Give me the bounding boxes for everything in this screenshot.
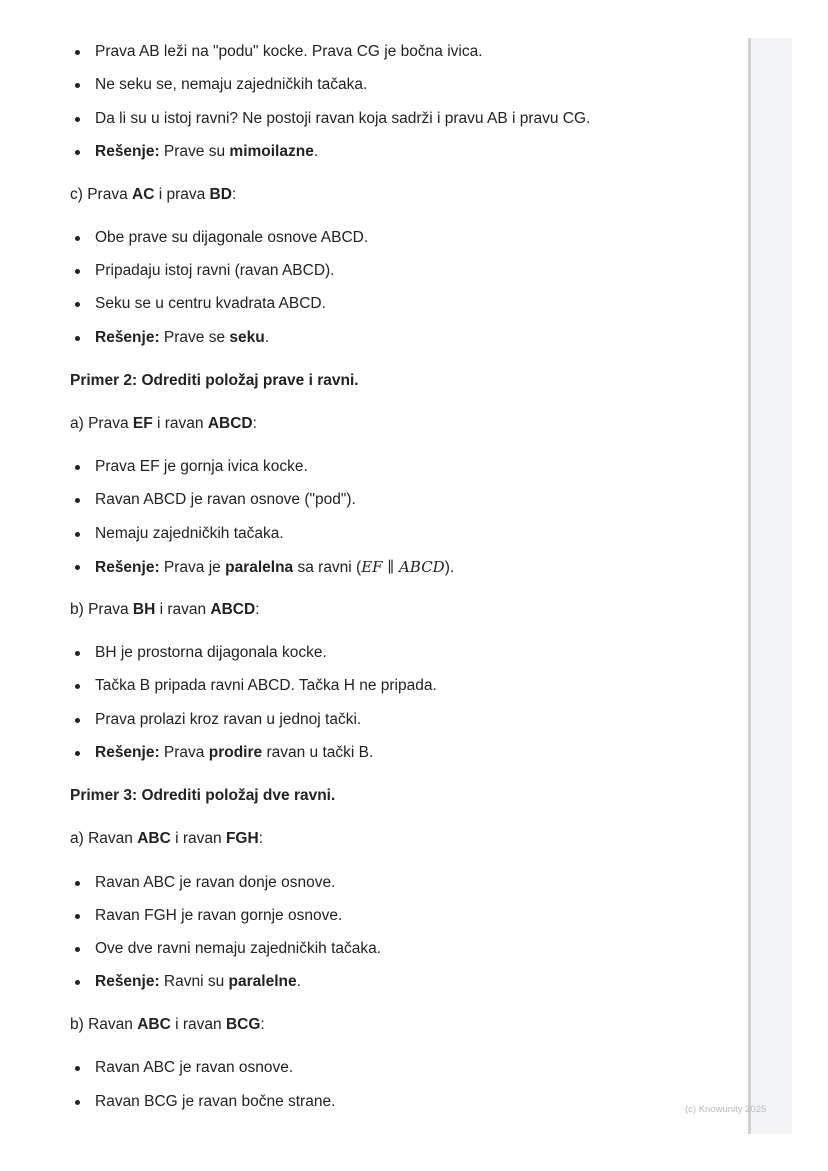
paragraph [70, 185, 236, 205]
text-run: Obe prave su dijagonale osnove ABCD. [95, 229, 369, 246]
text-run: Ravni su [159, 973, 229, 990]
bold-text: ABC [137, 1016, 171, 1033]
bold-text: Primer 3: Odrediti položaj dve ravni. [70, 787, 336, 804]
text-run: : [258, 830, 263, 847]
list-item [95, 710, 361, 730]
text-run: Da li su u istoj ravni? Ne postoji ravan koja sadrži i pravu AB i pravu CG. [95, 110, 591, 127]
watermark: (c) Knowunity 2025 [685, 1104, 767, 1115]
bold-text: Primer 2: Odrediti položaj prave i ravni. [70, 372, 359, 389]
bold-text: Rešenje: [95, 329, 160, 346]
text-run: ). [444, 559, 455, 576]
bold-text: mimoilazne [229, 143, 314, 160]
list-item [95, 1058, 293, 1078]
text-run: Ravan FGH je ravan gornje osnove. [95, 907, 343, 924]
text-run: Prava je [159, 559, 226, 576]
bold-text: Rešenje: [95, 973, 160, 990]
list-item [95, 873, 335, 893]
list-item [95, 42, 483, 62]
text-run: . [264, 329, 270, 346]
bold-text: ABCD [207, 415, 253, 432]
list-item [95, 676, 437, 696]
list-item [95, 109, 590, 129]
bold-text: FGH [225, 830, 259, 847]
math-expression: EF ∥ ABCD [361, 558, 445, 576]
section-heading [70, 371, 359, 391]
text-run: sa ravni ( [293, 559, 362, 576]
text-run: . [313, 143, 319, 160]
scrollbar-thumb[interactable] [748, 38, 751, 1134]
bold-text: Rešenje: [95, 744, 160, 761]
list-item [95, 261, 335, 281]
list-item [95, 743, 373, 763]
paragraph [70, 600, 260, 620]
list-item [95, 972, 301, 992]
text-run: Ravan ABC je ravan osnove. [95, 1059, 294, 1076]
paragraph [70, 1015, 265, 1035]
list-item [95, 328, 269, 348]
scrollbar-track[interactable] [748, 38, 792, 1134]
text-run: Ravan ABCD je ravan osnove ("pod"). [95, 491, 356, 508]
list-item [95, 490, 356, 510]
paragraph [70, 414, 257, 434]
text-run: i ravan [170, 830, 226, 847]
bold-text: paralelna [225, 559, 294, 576]
bold-text: EF [132, 415, 153, 432]
bold-text: ABC [137, 830, 171, 847]
text-run: Prava EF je gornja ivica kocke. [95, 458, 308, 475]
text-run: Prava prolazi kroz ravan u jednoj tački. [95, 711, 362, 728]
text-run: Pripadaju istoj ravni (ravan ABCD). [95, 262, 335, 279]
text-run: : [252, 415, 257, 432]
text-run: i prava [154, 186, 210, 203]
bold-text: BD [209, 186, 232, 203]
list-item [95, 457, 308, 477]
list-item [95, 906, 342, 926]
bold-text: paralelne [228, 973, 297, 990]
bold-text: BCG [225, 1016, 261, 1033]
text-run: b) Ravan [70, 1016, 138, 1033]
text-run: Seku se u centru kvadrata ABCD. [95, 295, 326, 312]
text-run: : [260, 1016, 265, 1033]
text-run: Prava AB leži na "podu" kocke. Prava CG je bočna ivica. [95, 43, 483, 60]
list-item [95, 142, 318, 162]
text-run: Prave su [159, 143, 230, 160]
text-run: . [296, 973, 301, 990]
paragraph [70, 829, 263, 849]
text-run: i ravan [155, 601, 211, 618]
list-item [95, 643, 327, 663]
bold-text: Rešenje: [95, 143, 160, 160]
text-run: Ove dve ravni nemaju zajedničkih tačaka. [95, 940, 382, 957]
text-run: Ravan ABC je ravan donje osnove. [95, 874, 336, 891]
text-run: c) Prava [70, 186, 133, 203]
text-run: b) Prava [70, 601, 133, 618]
bold-text: seku [229, 329, 265, 346]
list-item [95, 75, 367, 95]
text-run: BH je prostorna dijagonala kocke. [95, 644, 327, 661]
text-run: i ravan [170, 1016, 226, 1033]
text-run: Prava [159, 744, 209, 761]
text-run: i ravan [152, 415, 208, 432]
bold-text: Rešenje: [95, 559, 160, 576]
text-run: ravan u tački B. [262, 744, 374, 761]
list-item [95, 524, 284, 544]
bold-text: prodire [208, 744, 263, 761]
section-heading [70, 786, 335, 806]
text-run: Prave se [159, 329, 230, 346]
bold-text: ABCD [210, 601, 256, 618]
text-run: : [231, 186, 237, 203]
text-run: Nemaju zajedničkih tačaka. [95, 525, 284, 542]
text-run: Ravan BCG je ravan bočne strane. [95, 1093, 336, 1110]
text-run: Tačka B pripada ravni ABCD. Tačka H ne pripada. [95, 677, 437, 694]
bold-text: AC [132, 186, 155, 203]
list-item [95, 1092, 335, 1112]
text-run: Ne seku se, nemaju zajedničkih tačaka. [95, 76, 368, 93]
list-item [95, 294, 326, 314]
text-run: : [255, 601, 260, 618]
text-run: a) Prava [70, 415, 133, 432]
list-item [95, 557, 454, 578]
list-item [95, 228, 368, 248]
text-run: a) Ravan [70, 830, 138, 847]
list-item [95, 939, 381, 959]
bold-text: BH [132, 601, 156, 618]
